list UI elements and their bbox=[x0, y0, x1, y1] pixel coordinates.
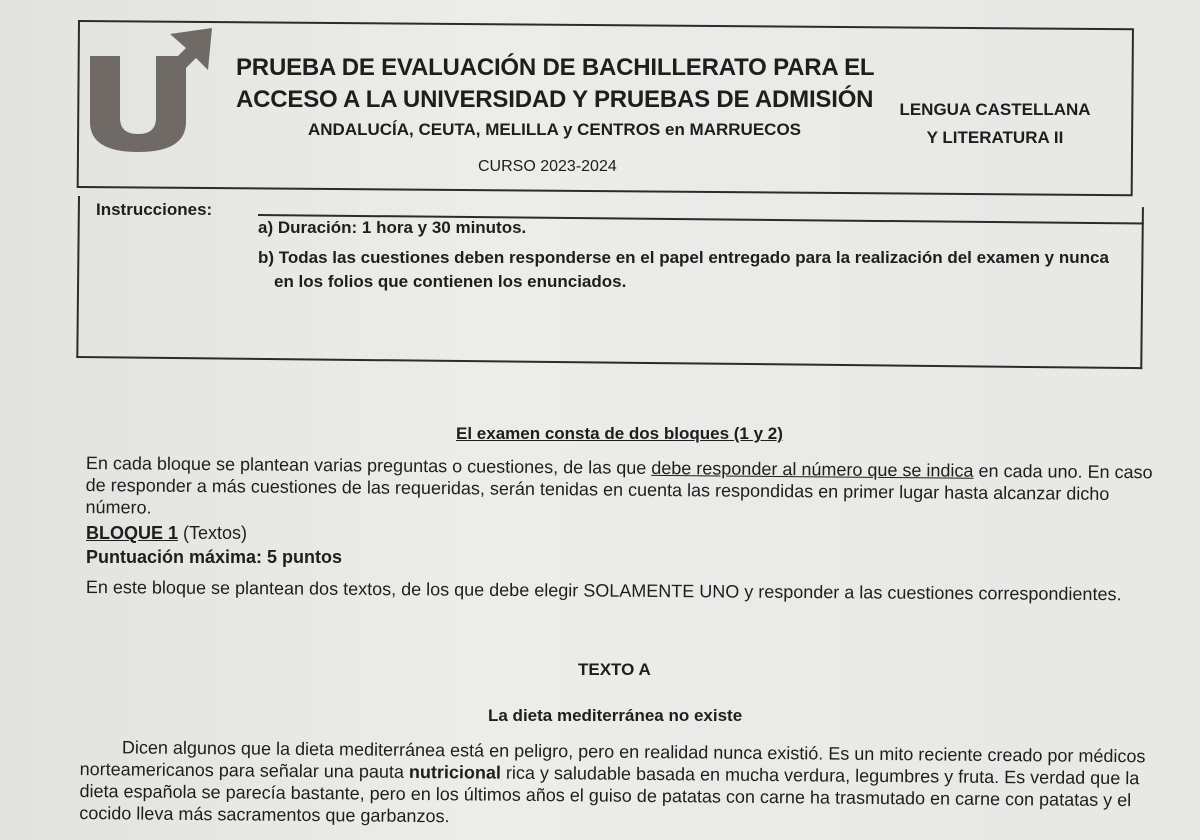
exam-title-line1: PRUEBA DE EVALUACIÓN DE BACHILLERATO PARA EL bbox=[236, 54, 875, 81]
para-text-underlined: debe responder al número que se indica bbox=[651, 457, 974, 481]
exam-structure-heading: El examen consta de dos bloques (1 y 2) bbox=[456, 424, 783, 443]
texto-a-label: TEXTO A bbox=[578, 660, 651, 679]
subject-line1: LENGUA CASTELLANA bbox=[899, 100, 1091, 119]
body-text-end: rica y saludable basada en mucha verdura, legumbres y fruta. Es verdad que la dieta española se parecía bastante, pero en los últimos años el guiso de patatas con carne ha trasmutado en carne con patatas y el cocido lleva más sacramentos que garbanzos. bbox=[79, 762, 1140, 827]
instruction-answers-line1: b) Todas las cuestiones deben responderse en el papel entregado para la realización del examen y nunca bbox=[258, 248, 1109, 267]
exam-region: ANDALUCÍA, CEUTA, MELILLA y CENTROS en MARRUECOS bbox=[308, 120, 801, 139]
exam-structure-paragraph bbox=[85, 452, 1156, 527]
university-logo-icon bbox=[86, 26, 216, 154]
texto-a-body bbox=[79, 736, 1160, 833]
exam-title-line2: ACCESO A LA UNIVERSIDAD Y PRUEBAS DE ADMISIÓN bbox=[236, 86, 874, 113]
block1-title-label: BLOQUE 1 bbox=[86, 523, 179, 543]
instruction-answers bbox=[258, 246, 1118, 294]
exam-title bbox=[236, 52, 874, 116]
texto-a-title: La dieta mediterránea no existe bbox=[488, 706, 743, 725]
body-text-bold: nutricional bbox=[408, 761, 502, 783]
block1-title-suffix: (Textos) bbox=[178, 523, 248, 543]
block1-title bbox=[86, 522, 1156, 544]
exam-subject bbox=[880, 96, 1110, 152]
para-text-end: en cada uno. En caso de responder a más cuestiones de las requeridas, serán tenidas en cuenta las respondidas en primer lugar hasta alcanzar dicho número. bbox=[85, 460, 1153, 518]
para-text-start: En cada bloque se plantean varias preguntas o cuestiones, de las que bbox=[85, 452, 652, 478]
body-text-start: Dicen algunos que la dieta mediterránea está en peligro, pero en realidad nunca existió. Es un mito reciente creado por médicos norteamericanos para señalar una pauta bbox=[79, 737, 1146, 782]
instructions-label: Instrucciones: bbox=[96, 200, 213, 219]
block1-description: En este bloque se plantean dos textos, de los que debe elegir SOLAMENTE UNO y responder a las cuestiones correspondientes. bbox=[85, 577, 1122, 605]
instruction-duration: a) Duración: 1 hora y 30 minutos. bbox=[258, 218, 527, 237]
exam-course: CURSO 2023-2024 bbox=[478, 158, 617, 175]
block1-score: Puntuación máxima: 5 puntos bbox=[86, 547, 343, 567]
subject-line2: Y LITERATURA II bbox=[926, 128, 1064, 147]
instruction-answers-line2: en los folios que contienen los enunciados. bbox=[274, 272, 627, 291]
